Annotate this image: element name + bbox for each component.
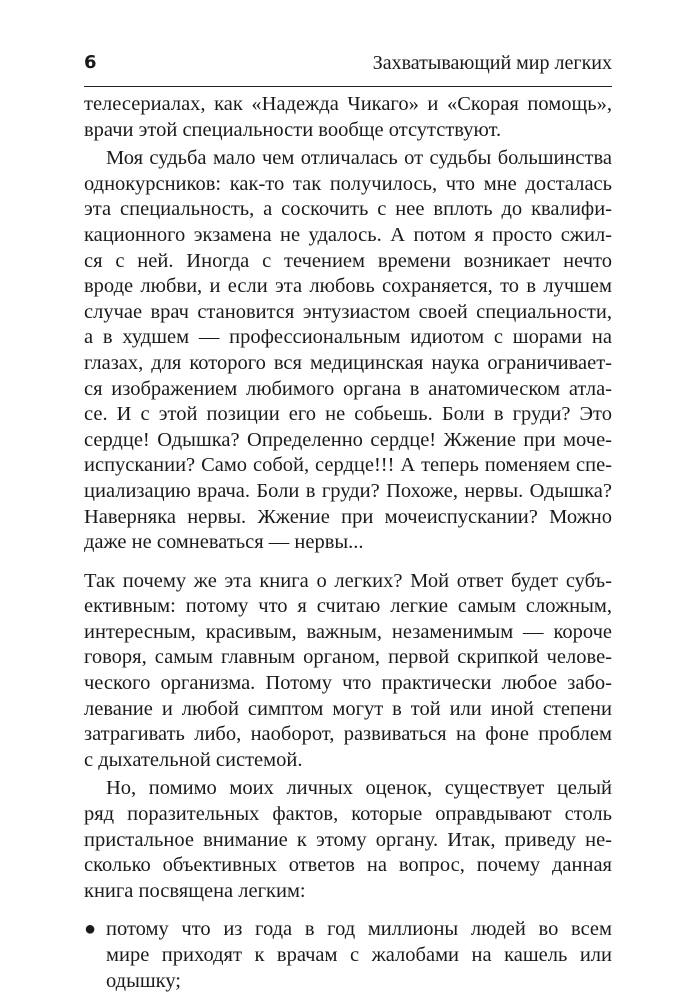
text-line: интересным, красивым, важным, незаменимым — короче (84, 620, 612, 643)
text-line: даже не сомневаться — нервы... (84, 531, 364, 554)
running-header (84, 52, 612, 87)
bullet-list (84, 917, 612, 994)
text-line: книга посвящена легким: (84, 879, 306, 902)
text-line: глазах, для которого вся медицинская наука ограничивает- (84, 351, 612, 374)
text-line: ческого организма. Потому что практически любое забо- (84, 672, 612, 695)
text-line: говоря, самым главным органом, первой скрипкой челове- (84, 646, 612, 669)
bullet-icon: ● (84, 918, 97, 941)
list-item (84, 917, 612, 994)
text-line: циализацию врача. Боли в груди? Похоже, нервы. Одышка? (84, 479, 612, 502)
text-line: ся изображением любимого органа в анатомическом атла- (84, 377, 612, 400)
text-line: Но, помимо моих личных оценок, существует целый (106, 777, 612, 800)
text-line: Моя судьба мало чем отличалась от судьбы большинства (106, 147, 612, 170)
text-line: пристальное внимание к этому органу. Итак, приведу не- (84, 828, 612, 851)
text-line: потому что из года в год миллионы людей во всем (106, 918, 612, 941)
text-line: мире приходят к врачам с жалобами на кашель или (106, 944, 612, 966)
text-line: испускании? Само собой, сердце!!! А теперь поменяем спе- (84, 454, 612, 477)
text-line: затрагивать либо, наоборот, развиваться на фоне проблем (84, 723, 612, 746)
text-line: кационного экзамена не удалось. А потом я просто сжил- (84, 223, 612, 246)
text-line: однокурсников: как-то так получилось, что мне досталась (84, 172, 612, 195)
text-line: одышку; (106, 969, 181, 992)
text-line: с дыхательной системой. (84, 748, 303, 771)
text-line: случае врач становится энтузиастом своей специальности, (84, 300, 612, 323)
text-line: эта специальность, а соскочить с нее вплоть до квалифи- (84, 198, 612, 221)
text-line: ективным: потому что я считаю легкие самым сложным, (84, 595, 612, 618)
text-line: се. И с этой позиции его не собьешь. Боли в груди? Это (84, 403, 612, 426)
paragraph (84, 776, 612, 904)
text-line: Так почему же эта книга о легких? Мой ответ будет субъ- (84, 569, 612, 592)
text-line: Наверняка нервы. Жжение при мочеиспускании? Можно (84, 505, 612, 528)
page-body (84, 92, 612, 994)
text-line: вроде любви, и если эта любовь сохраняется, то в лучшем (84, 275, 612, 298)
text-line: а в худшем — профессиональным идиотом с шорами на (84, 326, 612, 349)
text-line: левание и любой симптом могут в той или иной степени (84, 697, 612, 720)
text-line: телесериалах, как «Надежда Чикаго» и «Скорая помощь», (84, 93, 612, 115)
text-line: сколько объективных ответов на вопрос, почему данная (84, 854, 612, 877)
text-line: врачи этой специальности вообще отсутствуют. (84, 118, 502, 141)
paragraph (84, 146, 612, 556)
page-number: 6 (84, 52, 97, 73)
paragraph-continuation (84, 92, 612, 143)
text-line: ся с ней. Иногда с течением времени возникает нечто (84, 249, 612, 272)
text-line: сердце! Одышка? Определенно сердце! Жжение при моче- (84, 428, 612, 451)
paragraph (84, 569, 612, 774)
running-title: Захватывающий мир легких (372, 52, 612, 74)
text-line: ряд поразительных фактов, которые оправдывают столь (84, 803, 612, 826)
